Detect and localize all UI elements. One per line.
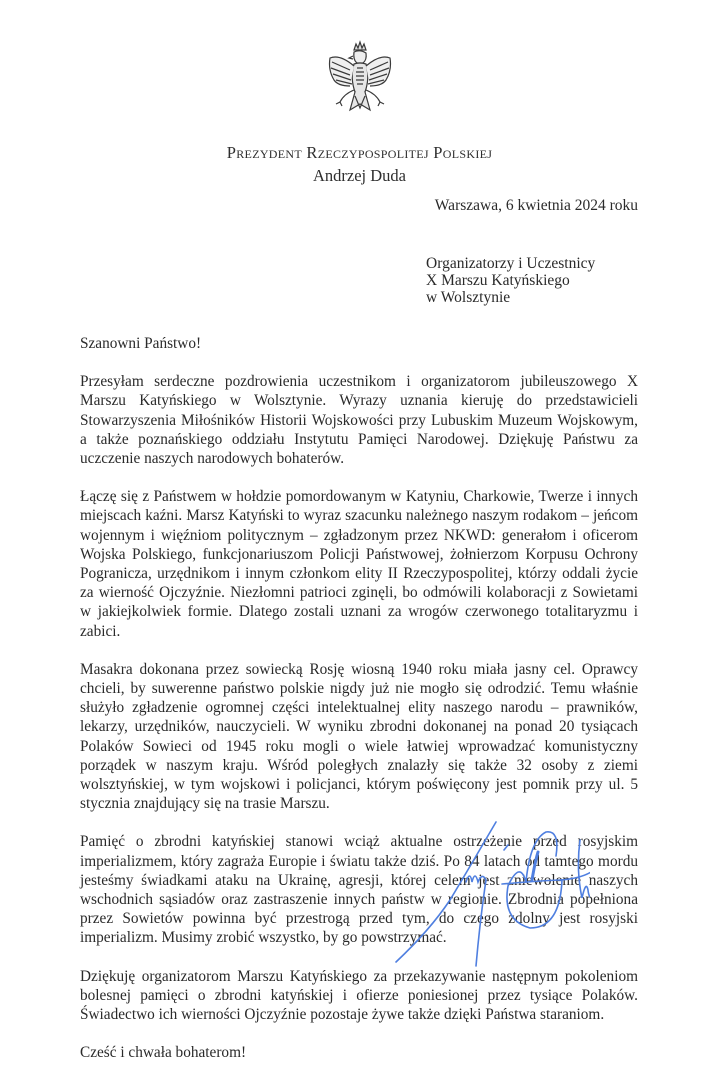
closing: Cześć i chwała bohaterom!: [80, 1044, 247, 1062]
polish-eagle-emblem-icon: [310, 36, 410, 136]
author-name: Andrzej Duda: [312, 166, 406, 185]
salutation: Szanowni Państwo!: [80, 335, 202, 352]
signature-icon: [390, 820, 590, 970]
paragraph: Pamięć o zbrodni katyńskiej stanowi wciąż aktualne ostrzeżenie przed rosyjskim imperializmem, który zagraża Europie i światu także dziś. Po 84 latach od tamtego mordu jesteśmy świadkami ataku na Ukrainę, agresji, której celem jest zniewolenie naszych wschodnich sąsiadów oraz zastraszenie innych państw w regionie. Zbrodnia popełniona przez Sowietów powinna być przestrogą przed tym, do czego zdolny jest rosyjski imperializm. Musimy zrobić wszystko, by go powstrzymać.: [80, 833, 638, 947]
paragraph: Przesyłam serdeczne pozdrowienia uczestnikom i organizatorom jubileuszowego X Marszu Katyńskiego w Wolsztynie. Wyrazy uznania kieruję do przedstawicieli Stowarzyszenia Miłośników Historii Wojskowości przy Lubuskim Muzeum Wojskowym, a także poznańskiego oddziału Instytutu Pamięci Narodowej. Dziękuję Państwu za uczczenie naszych narodowych bohaterów.: [80, 373, 638, 468]
recipient-line: Organizatorzy i Uczestnicy: [426, 255, 596, 272]
date-line: Warszawa, 6 kwietnia 2024 roku: [434, 197, 638, 214]
recipient-block: [426, 255, 595, 306]
recipient-line: X Marszu Katyńskiego: [426, 272, 570, 289]
paragraph: Łączę się z Państwem w hołdzie pomordowanym w Katyniu, Charkowie, Twerze i innych miejscach kaźni. Marsz Katyński to wyraz szacunku należnego naszym rodakom – jeńcom wojennym i więźniom politycznym – zgładzonym przez NKWD: generałom i oficerom Wojska Polskiego, funkcjonariuszom Policji Państwowej, żołnierzom Korpusu Ochrony Pogranicza, urzędnikom i innym członkom elity II Rzeczypospolitej, którzy oddali życie za wierność Ojczyźnie. Niezłomni patrioci zginęli, bo odmówili kolaboracji z Sowietami w jakiejkolwiek formie. Dlatego zostali uznani za wrogów czerwonego totalitaryzmu i zabici.: [80, 488, 638, 640]
office-title: Prezydent Rzeczypospolitej Polskiej: [226, 143, 493, 162]
paragraph: Masakra dokonana przez sowiecką Rosję wiosną 1940 roku miała jasny cel. Oprawcy chcieli, by suwerenne państwo polskie nigdy już nie mogło się odrodzić. Temu właśnie służyło zgładzenie ogromnej części intelektualnej elity naszego narodu – prawników, lekarzy, urzędników, nauczycieli. W wyniku zbrodni dokonanej na ponad 20 tysiącach Polaków Sowieci od 1945 roku mogli o wiele łatwiej wprowadzać komunistyczny porządek w naszym kraju. Wśród poległych znalazły się także 32 osoby z ziemi wolsztyńskiej, w tym wojskowi i policjanci, którym poświęcony jest pomnik przy ul. 5 stycznia znajdujący się na trasie Marszu.: [80, 660, 638, 813]
paragraph: Dziękuję organizatorom Marszu Katyńskiego za przekazywanie następnym pokoleniom bolesnej pamięci o zbrodni katyńskiej i ofierze poniesionej przez tysiące Polaków. Świadectwo ich wierności Ojczyźnie pozostaje żywe także dzięki Państwa staraniom.: [80, 967, 638, 1024]
recipient-line: w Wolsztynie: [426, 289, 511, 306]
